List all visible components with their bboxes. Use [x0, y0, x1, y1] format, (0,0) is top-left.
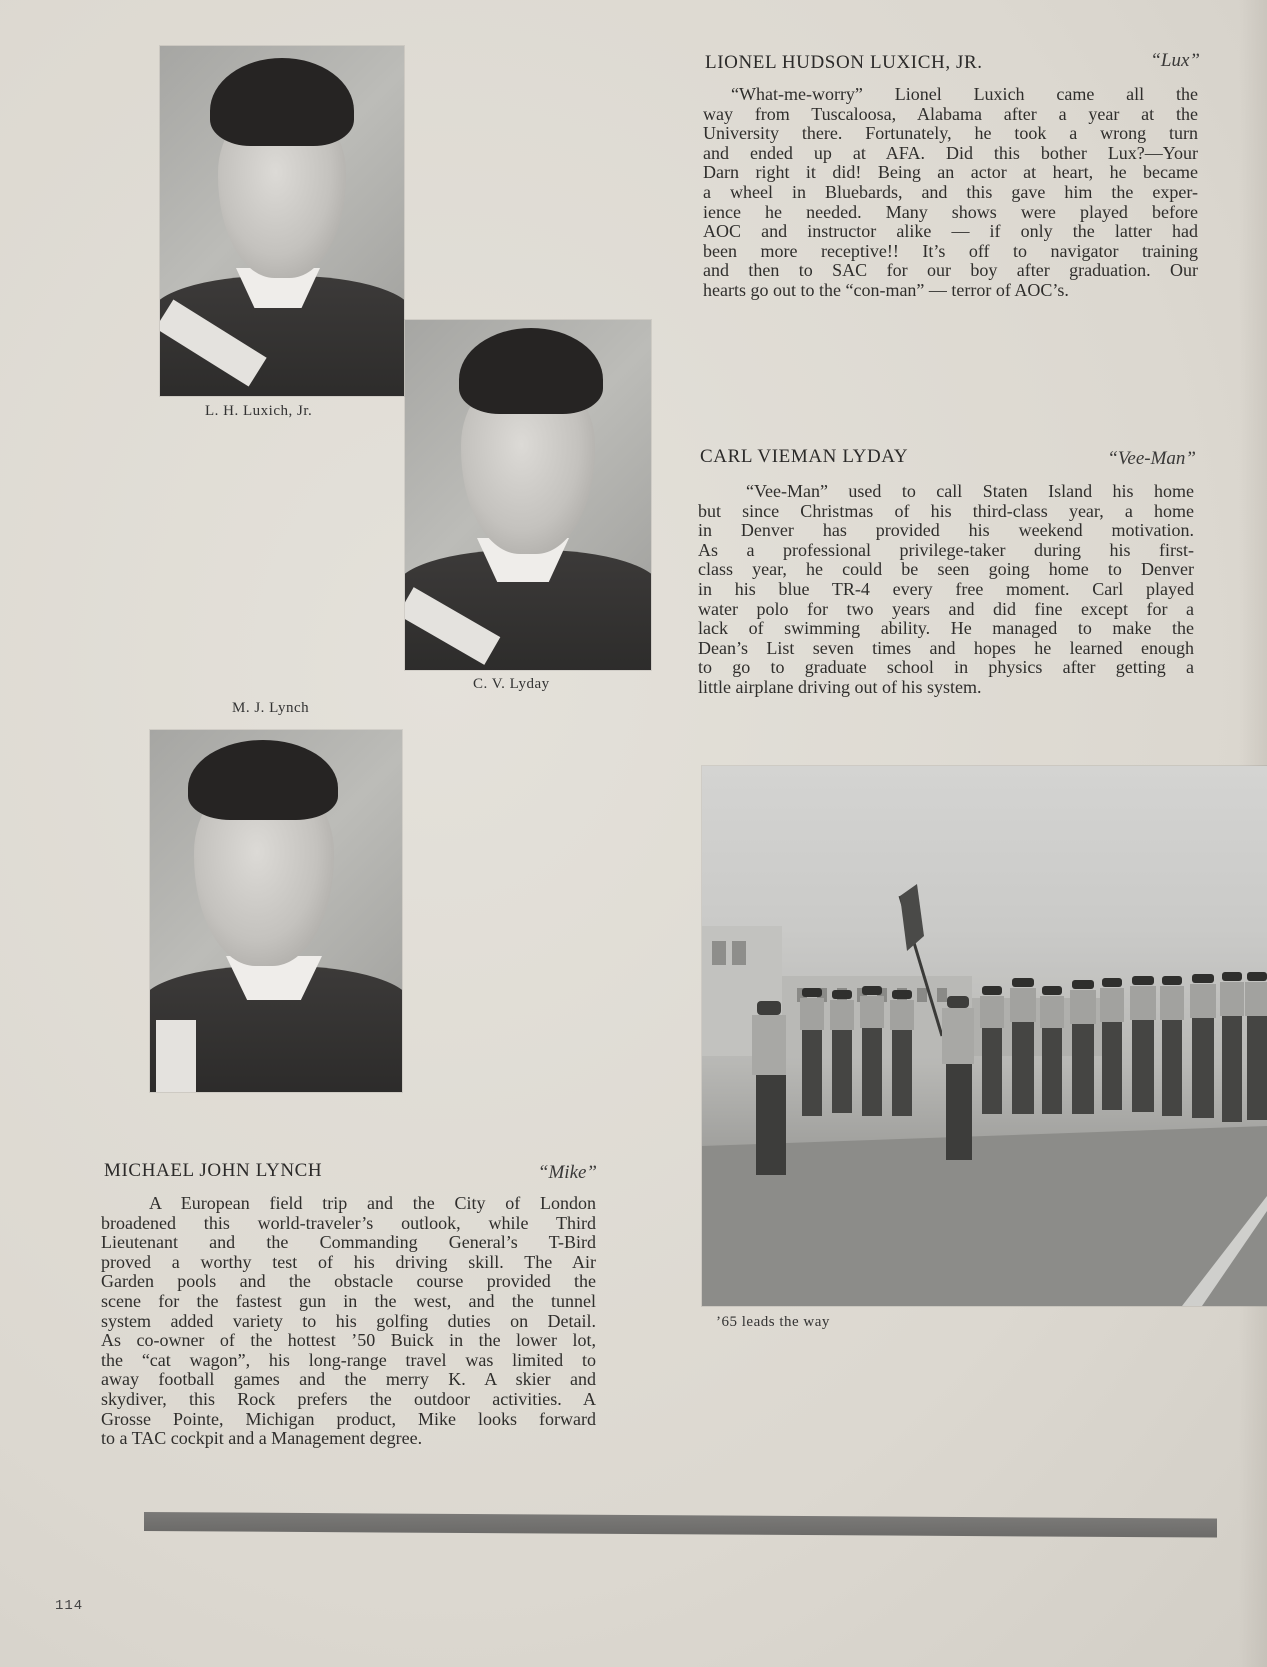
parade-scene-illustration	[702, 766, 1267, 1306]
bio-line: As co-owner of the hottest ’50 Buick in the lower lot,	[101, 1331, 596, 1351]
bio-line: skydiver, this Rock prefers the outdoor activities. A	[101, 1389, 596, 1409]
bio-line: proved a worthy test of his driving skill. The Air	[101, 1252, 596, 1272]
bio-line: in Denver has provided his weekend motivation.	[698, 521, 1194, 541]
bio-line: the “cat wagon”, his long-range travel was limited to	[101, 1350, 596, 1370]
bio-line: and ended up at AFA. Did this bother Lux?—Your	[703, 143, 1198, 163]
bio-line: As a professional privilege-taker during his first-	[698, 540, 1194, 560]
portrait-photo-luxich	[160, 46, 404, 396]
bio-line: way from Tuscaloosa, Alabama after a year at the	[703, 104, 1198, 124]
bio-line: to go to graduate school in physics after getting a	[698, 658, 1194, 678]
entry-name-lyday: CARL VIEMAN LYDAY	[700, 446, 909, 467]
entry-bio-lynch	[101, 1194, 596, 1449]
bio-line: to a TAC cockpit and a Management degree.	[101, 1429, 423, 1449]
bio-line: system added variety to his golfing duties on Detail.	[101, 1311, 596, 1331]
bio-line: University there. Fortunately, he took a wrong turn	[703, 124, 1198, 144]
photo-caption-luxich: L. H. Luxich, Jr.	[205, 403, 313, 419]
bio-line: Grosse Pointe, Michigan product, Mike looks forward	[101, 1409, 596, 1429]
bio-line: but since Christmas of his third-class year, a home	[698, 501, 1194, 521]
bio-line: Dean’s List seven times and hopes he learned enough	[698, 638, 1194, 658]
bio-line: class year, he could be seen going home to Denver	[698, 560, 1194, 580]
entry-nickname-luxich: “Lux”	[1150, 50, 1200, 71]
decorative-rule-bar	[144, 1512, 1217, 1538]
bio-line: AOC and instructor alike — if only the latter had	[703, 222, 1198, 242]
entry-name-luxich: LIONEL HUDSON LUXICH, JR.	[705, 52, 983, 73]
portrait-photo-lyday	[405, 320, 651, 670]
bio-line: lack of swimming ability. He managed to make the	[698, 619, 1194, 639]
photo-caption-lyday: C. V. Lyday	[473, 676, 550, 692]
bio-line: scene for the fastest gun in the west, and the tunnel	[101, 1291, 596, 1311]
parade-photo-caption: ’65 leads the way	[716, 1314, 830, 1330]
bio-line: broadened this world-traveler’s outlook, while Third	[101, 1213, 596, 1233]
bio-line: hearts go out to the “con-man” — terror of AOC’s.	[703, 280, 1069, 300]
bio-line: been more receptive!! It’s off to navigator training	[703, 241, 1198, 261]
bio-line: ience he needed. Many shows were played before	[703, 202, 1198, 222]
entry-nickname-lynch: “Mike”	[537, 1162, 597, 1183]
bio-line: “Vee-Man” used to call Staten Island his home	[746, 482, 1194, 501]
bio-line: Lieutenant and the Commanding General’s T-Bird	[101, 1233, 596, 1253]
bio-line: Darn right it did! Being an actor at heart, he became	[703, 163, 1198, 183]
entry-bio-lyday	[698, 482, 1194, 698]
portrait-photo-lynch	[150, 730, 402, 1092]
entry-nickname-lyday: “Vee-Man”	[1107, 448, 1196, 469]
bio-line: in his blue TR-4 every free moment. Carl played	[698, 579, 1194, 599]
bio-line: and then to SAC for our boy after graduation. Our	[703, 261, 1198, 281]
entry-name-lynch: MICHAEL JOHN LYNCH	[104, 1160, 323, 1181]
bio-line: a wheel in Bluebards, and this gave him the exper-	[703, 182, 1198, 202]
entry-bio-luxich	[703, 85, 1198, 301]
bio-line: A European field trip and the City of London	[149, 1194, 596, 1213]
page-number: 114	[55, 1598, 84, 1614]
parade-photo	[702, 766, 1267, 1306]
photo-caption-lynch: M. J. Lynch	[232, 700, 310, 716]
bio-line: water polo for two years and did fine except for a	[698, 599, 1194, 619]
bio-line: little airplane driving out of his system.	[698, 677, 982, 697]
bio-line: away football games and the merry K. A skier and	[101, 1370, 596, 1390]
bio-line: “What-me-worry” Lionel Luxich came all the	[731, 85, 1198, 104]
bio-line: Garden pools and the obstacle course provided the	[101, 1272, 596, 1292]
